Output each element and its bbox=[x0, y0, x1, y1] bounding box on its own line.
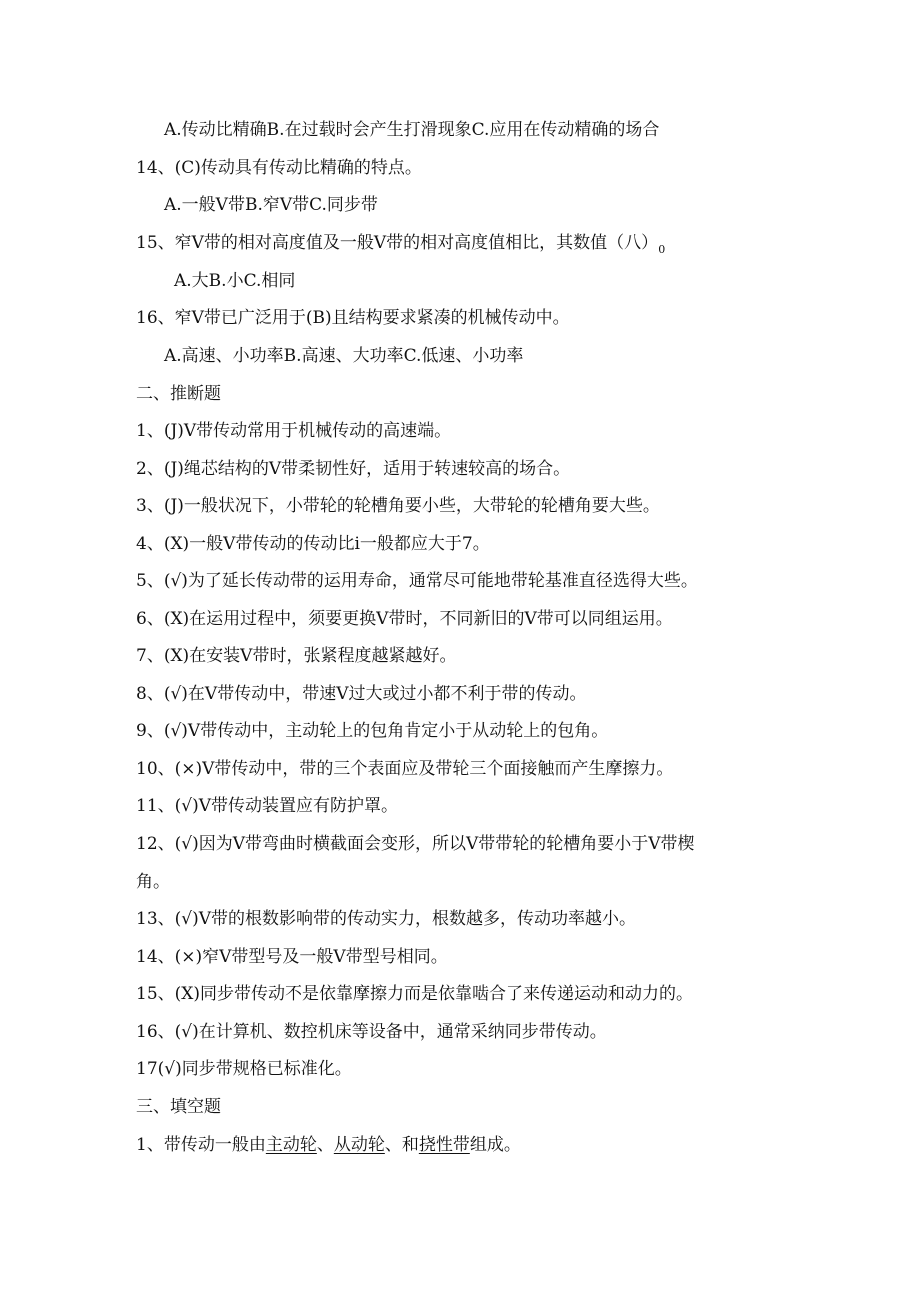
q15-options: A.大B.小C.相同 bbox=[174, 271, 296, 291]
fill-item-1-suffix: 组成。 bbox=[469, 1135, 521, 1155]
q16-question: 16、窄V带已广泛用于(B)且结构要求紧凑的机械传动中。 bbox=[136, 308, 570, 328]
judgment-item-2: 2、(J)绳芯结构的V带柔韧性好，适用于转速较高的场合。 bbox=[136, 459, 571, 479]
judgment-item-17: 17(√)同步带规格已标准化。 bbox=[136, 1059, 352, 1079]
judgment-item-12: 12、(√)因为V带弯曲时横截面会变形，所以V带带轮的轮槽角要小于V带楔 bbox=[136, 834, 695, 854]
judgment-item-6: 6、(X)在运用过程中，须要更换V带时，不同新旧的V带可以同组运用。 bbox=[136, 609, 673, 629]
judgment-item-10: 10、(×)V带传动中，带的三个表面应及带轮三个面接触而产生摩擦力。 bbox=[136, 759, 674, 779]
q15-subscript: 0 bbox=[658, 243, 666, 256]
judgment-item-8: 8、(√)在V带传动中，带速V过大或过小都不利于带的传动。 bbox=[136, 684, 587, 704]
fill-separator-2: 、和 bbox=[384, 1135, 419, 1155]
judgment-item-15: 15、(X)同步带传动不是依靠摩擦力而是依靠啮合了来传递运动和动力的。 bbox=[136, 984, 693, 1004]
judgment-item-3: 3、(J)一般状况下，小带轮的轮槽角要小些，大带轮的轮槽角要大些。 bbox=[136, 496, 660, 516]
fill-item-1-prefix: 1、带传动一般由 bbox=[136, 1135, 266, 1155]
judgment-item-12-continued: 角。 bbox=[136, 872, 170, 892]
q16-options: A.高速、小功率B.高速、大功率C.低速、小功率 bbox=[164, 346, 524, 366]
section-heading-fill-in: 三、填空题 bbox=[136, 1097, 221, 1117]
q14-options: A.一般V带B.窄V带C.同步带 bbox=[164, 195, 378, 215]
judgment-item-9: 9、(√)V带传动中，主动轮上的包角肯定小于从动轮上的包角。 bbox=[136, 721, 609, 741]
fill-blank-2: 从动轮 bbox=[333, 1135, 385, 1155]
judgment-item-1: 1、(J)V带传动常用于机械传动的高速端。 bbox=[136, 421, 452, 441]
fill-item-1 bbox=[136, 1133, 521, 1157]
fill-separator-1: 、 bbox=[316, 1135, 334, 1155]
judgment-item-11: 11、(√)V带传动装置应有防护罩。 bbox=[136, 796, 399, 816]
judgment-item-7: 7、(X)在安装V带时，张紧程度越紧越好。 bbox=[136, 646, 457, 666]
q13-options: A.传动比精确B.在过载时会产生打滑现象C.应用在传动精确的场合 bbox=[164, 120, 660, 140]
judgment-item-13: 13、(√)V带的根数影响带的传动实力，根数越多，传动功率越小。 bbox=[136, 909, 637, 929]
q14-question: 14、(C)传动具有传动比精确的特点。 bbox=[136, 158, 422, 178]
fill-blank-3: 挠性带 bbox=[418, 1135, 470, 1155]
section-heading-judgment: 二、推断题 bbox=[136, 384, 221, 404]
judgment-item-5: 5、(√)为了延长传动带的运用寿命，通常尽可能地带轮基准直径选得大些。 bbox=[136, 571, 698, 591]
q15-text: 15、窄V带的相对高度值及一般V带的相对高度值相比，其数值（八） bbox=[136, 233, 659, 253]
judgment-item-4: 4、(X)一般V带传动的传动比i一般都应大于7。 bbox=[136, 534, 490, 554]
q15-question bbox=[136, 231, 665, 257]
fill-blank-1: 主动轮 bbox=[265, 1135, 317, 1155]
judgment-item-16: 16、(√)在计算机、数控机床等设备中，通常采纳同步带传动。 bbox=[136, 1022, 607, 1042]
judgment-item-14: 14、(×)窄V带型号及一般V带型号相同。 bbox=[136, 947, 448, 967]
